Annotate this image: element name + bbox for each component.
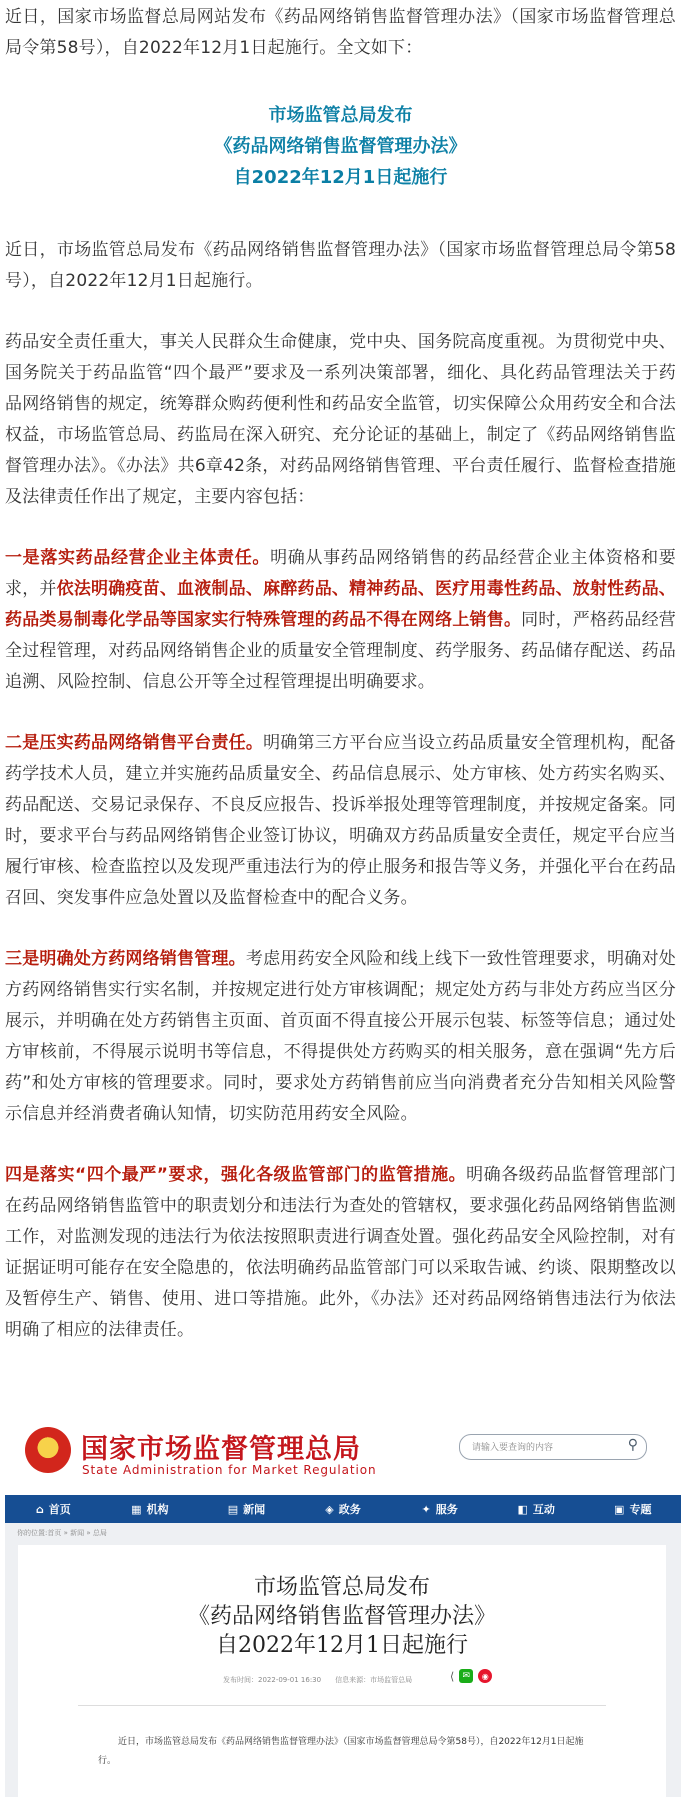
article-body: 近日，市场监管总局发布《药品网络销售监督管理办法》（国家市场监督管理总局令第58号），自2022年12月1日起施行。 — [98, 1737, 584, 1766]
nav-label: 服务 — [435, 1503, 458, 1516]
divider — [78, 1705, 606, 1706]
share-icon[interactable]: ⟨ — [450, 1669, 455, 1683]
site-name[interactable]: 国家市场监督管理总局 — [81, 1434, 361, 1465]
nav-item-service[interactable] — [391, 1501, 488, 1517]
point-2-heading: 二是压实药品网络销售平台责任。 — [5, 733, 264, 753]
nav-item-topics[interactable] — [584, 1501, 681, 1517]
interaction-icon: ◧ — [517, 1502, 528, 1516]
paragraph-point-4 — [5, 1160, 676, 1346]
point-1-text: 明确从事药品网络销售的药品经营企业主体资格和要求，并 — [5, 548, 677, 599]
article-title-line-2: 《药品网络销售监督管理办法》 — [187, 1604, 496, 1629]
article-title-line-1: 市场监管总局发布 — [253, 1575, 430, 1600]
point-3-heading: 三是明确处方药网络销售管理。 — [5, 949, 246, 969]
topic-icon: ▣ — [614, 1502, 625, 1516]
headline-line-3: 自2022年12月1日起施行 — [233, 167, 448, 188]
search-input[interactable]: 请输入要查询的内容 — [472, 1443, 554, 1453]
point-4-text: 明确各级药品监督管理部门在药品网络销售监管中的职责划分和违法行为查处的管辖权，要求强化药品网络销售监测工作，对监测发现的违法行为依法按照职责进行调查处置。强化药品安全风险控制，对有证据证明可能存在安全隐患的，依法明确药品监管部门可以采取告诫、约谈、限期整改以及暂停生产、销售、使用、进口等措施。此外，《办法》还对药品网络销售违法行为依法明确了相应的法律责任。 — [5, 1165, 676, 1340]
home-icon: ⌂ — [35, 1502, 44, 1516]
search-box[interactable] — [459, 1434, 647, 1460]
building-icon: ▦ — [131, 1502, 142, 1516]
share-bar — [450, 1669, 492, 1683]
service-icon: ✦ — [421, 1502, 431, 1516]
news-icon: ▤ — [227, 1502, 239, 1516]
point-1-text-2: 同时，严格药品经营全过程管理，对药品网络销售企业的质量安全管理制度、药学服务、药品储存配送、药品追溯、风险控制、信息公开等全过程管理提出明确要求。 — [5, 610, 676, 692]
nav-item-institutions[interactable] — [102, 1501, 199, 1517]
article-meta: 发布时间：2022-09-01 16:30 信息来源：市场监管总局 — [223, 1676, 413, 1684]
paragraph-point-2 — [5, 728, 676, 914]
article-title — [18, 1573, 666, 1660]
point-3-text: 考虑用药安全风险和线上线下一致性管理要求，明确对处方药网络销售实行实名制，并按规定进行处方审核调配；规定处方药与非处方药应当区分展示，并明确在处方药销售主页面、首页面不得直接公开展示包装、标签等信息；通过处方审核前，不得展示说明书等信息，不得提供处方药购买的相关服务，意在强调“先方后药”和处方审核的管理要求。同时，要求处方药销售前应当向消费者充分告知相关风险警示信息并经消费者确认知情，切实防范用药安全风险。 — [5, 949, 676, 1124]
nav-label: 新闻 — [243, 1503, 266, 1516]
nav-label: 专题 — [629, 1503, 652, 1516]
weibo-icon[interactable]: ◉ — [478, 1669, 492, 1683]
point-2-text: 明确第三方平台应当设立药品质量安全管理机构，配备药学技术人员，建立并实施药品质量安全、药品信息展示、处方审核、处方药实名购买、药品配送、交易记录保存、不良反应报告、投诉举报处理等管理制度，并按规定备案。同时，要求平台与药品网络销售企业签订协议，明确双方药品质量安全责任，规定平台应当履行审核、检查监控以及发现严重违法行为的停止服务和报告等义务，并强化平台在药品召回、突发事件应急处置以及监督检查中的配合义务。 — [5, 733, 676, 908]
nav-item-news[interactable] — [198, 1501, 295, 1517]
site-header — [5, 1413, 681, 1493]
national-emblem-icon — [25, 1427, 71, 1473]
page-body — [5, 1523, 681, 1797]
paragraph-point-1 — [5, 543, 676, 698]
headline-line-2: 《药品网络销售监督管理办法》 — [214, 136, 467, 157]
government-icon: ◈ — [325, 1502, 334, 1516]
point-1-heading: 一是落实药品经营企业主体责任。 — [5, 548, 271, 568]
article-title-line-3: 自2022年12月1日起施行 — [216, 1633, 468, 1658]
nav-label: 政务 — [338, 1503, 361, 1516]
paragraph-announcement: 近日，市场监管总局发布《药品网络销售监督管理办法》（国家市场监督管理总局令第58号），自2022年12月1日起施行。 — [5, 240, 676, 291]
point-4-heading: 四是落实“四个最严”要求，强化各级监管部门的监管措施。 — [5, 1165, 467, 1185]
wechat-icon[interactable]: ✉ — [459, 1669, 473, 1683]
nav-item-home[interactable] — [5, 1501, 102, 1517]
nav-label: 互动 — [532, 1503, 555, 1516]
headline-block — [5, 100, 676, 193]
site-name-en: State Administration for Market Regulation — [82, 1463, 377, 1477]
main-nav — [5, 1495, 681, 1523]
nav-label: 机构 — [146, 1503, 169, 1516]
paragraph-background: 药品安全责任重大，事关人民群众生命健康，党中央、国务院高度重视。为贯彻党中央、国务院关于药品监管“四个最严”要求及一系列决策部署，细化、具化药品管理法关于药品网络销售的规定，统筹群众购药便利性和药品安全监管，切实保障公众用药安全和合法权益，市场监管总局、药监局在深入研究、充分论证的基础上，制定了《药品网络销售监督管理办法》。《办法》共6章42条，对药品网络销售管理、平台责任履行、监督检查措施及法律责任作出了规定，主要内容包括： — [5, 332, 676, 507]
emblem-star-icon: ★ — [42, 1435, 54, 1450]
nav-item-government[interactable] — [295, 1501, 392, 1517]
nav-label: 首页 — [48, 1503, 71, 1516]
nav-item-interaction[interactable] — [488, 1501, 585, 1517]
website-screenshot — [5, 1413, 681, 1797]
article-card — [18, 1545, 666, 1797]
point-1-emphasis: 依法明确疫苗、血液制品、麻醉药品、精神药品、医疗用毒性药品、放射性药品、药品类易制毒化学品等国家实行特殊管理的药品不得在网络上销售。 — [5, 579, 676, 630]
search-icon[interactable]: ⚲ — [627, 1437, 638, 1453]
headline-line-1: 市场监管总局发布 — [268, 105, 413, 126]
breadcrumb[interactable]: 你的位置:首页 » 新闻 » 总局 — [17, 1529, 107, 1537]
intro-paragraph: 近日，国家市场监督总局网站发布《药品网络销售监督管理办法》（国家市场监督管理总局令第58号），自2022年12月1日起施行。全文如下： — [5, 7, 676, 58]
paragraph-point-3 — [5, 944, 676, 1130]
